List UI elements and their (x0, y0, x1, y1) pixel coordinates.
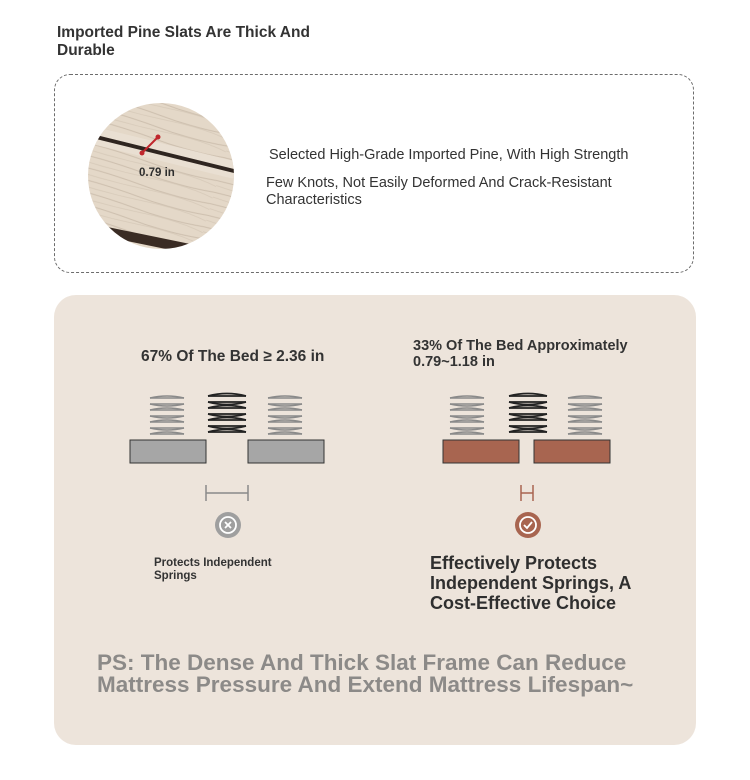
narrow-gap-diagram (440, 386, 630, 511)
feature-strength: Selected High-Grade Imported Pine, With High Strength (269, 147, 629, 163)
check-circle-icon (515, 512, 541, 538)
caption-left: Protects Independent Springs (154, 557, 272, 582)
feature-durability: Few Knots, Not Easily Deformed And Crack-Resistant Characteristics (266, 175, 612, 208)
comparison-heading-left: 67% Of The Bed ≥ 2.36 in (141, 348, 325, 365)
thickness-measurement: 0.79 in (139, 167, 175, 179)
x-circle-icon (215, 512, 241, 538)
wide-gap-diagram (126, 386, 336, 511)
section-title: Imported Pine Slats Are Thick And Durable (57, 24, 310, 59)
caption-right: Effectively Protects Independent Springs, A Cost-Effective Choice (430, 553, 631, 613)
comparison-heading-right: 33% Of The Bed Approximately 0.79~1.18 in (413, 338, 628, 370)
ps-note: PS: The Dense And Thick Slat Frame Can Reduce Mattress Pressure And Extend Mattress Lifespan~ (97, 650, 634, 697)
